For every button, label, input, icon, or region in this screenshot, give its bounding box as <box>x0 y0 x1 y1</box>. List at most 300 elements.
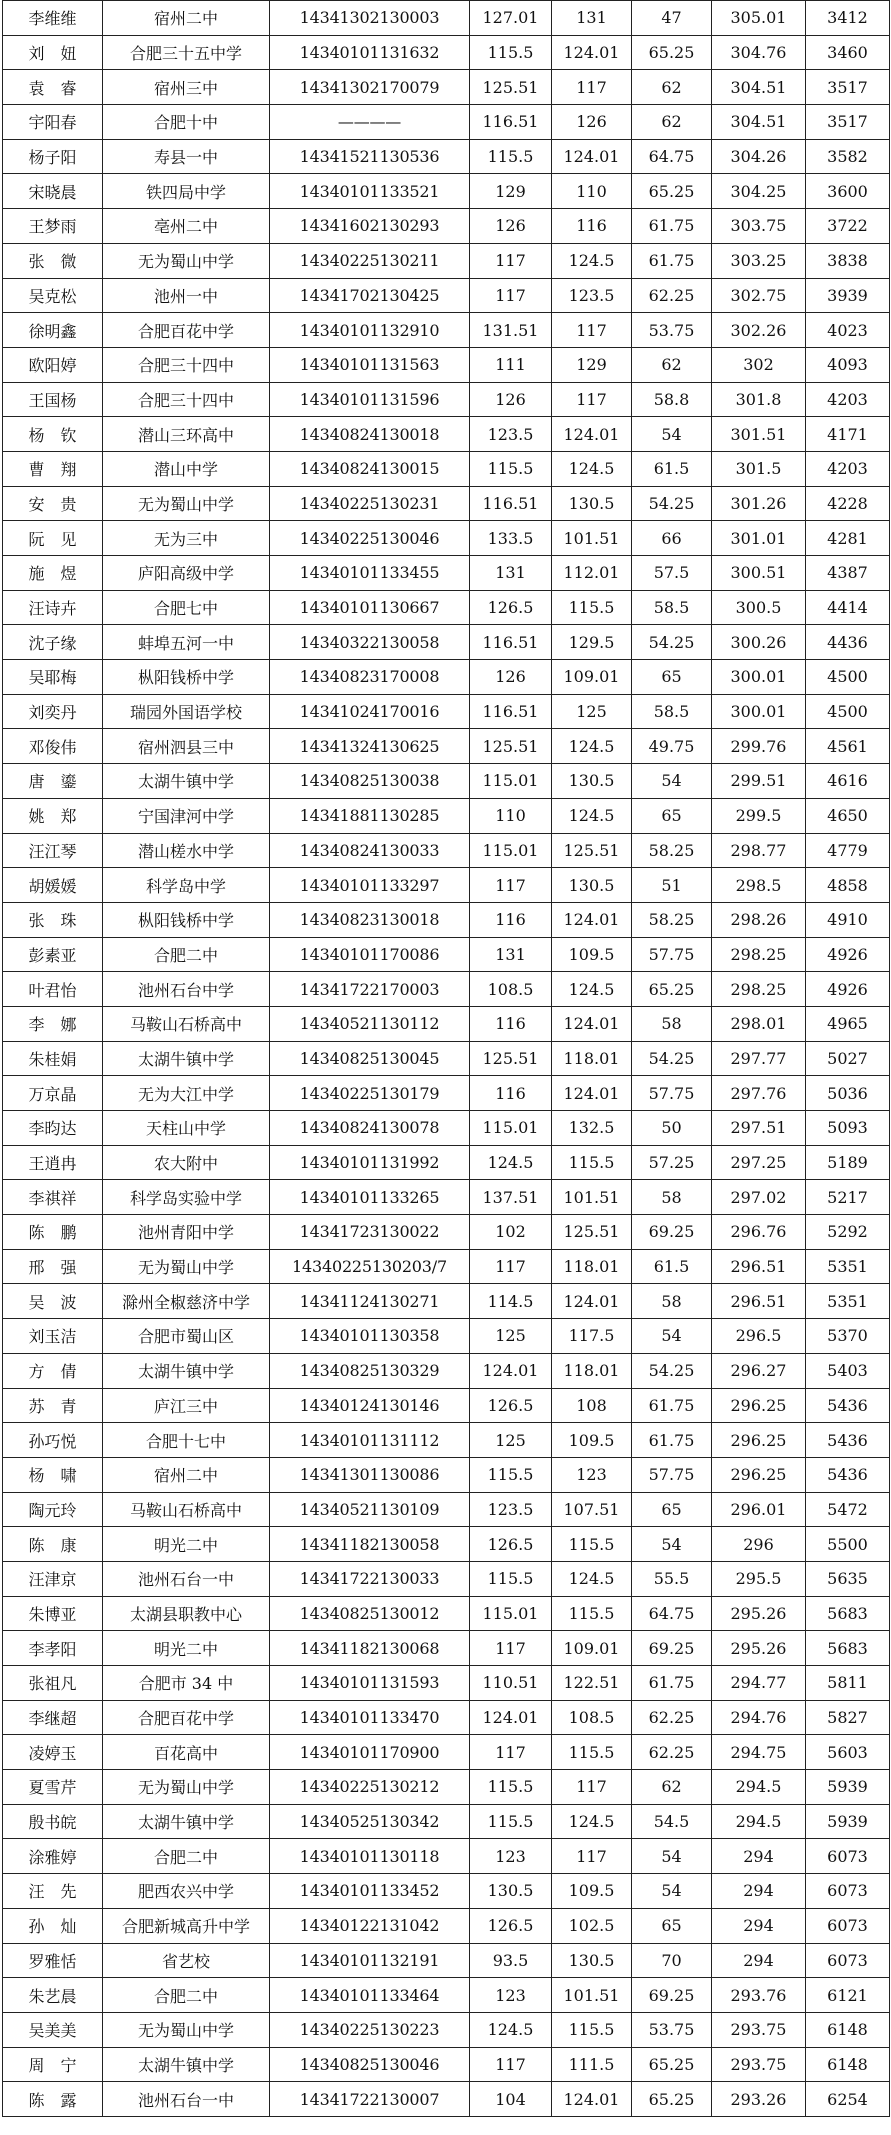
subject-3-score-cell: 58.5 <box>632 694 712 729</box>
table-row <box>3 1908 890 1943</box>
subject-3-score-cell: 69.25 <box>632 1631 712 1666</box>
subject-3-score-cell: 54 <box>632 1874 712 1909</box>
subject-3-score-cell: 55.5 <box>632 1561 712 1596</box>
total-score-cell: 294 <box>712 1943 806 1978</box>
subject-3-score-cell: 49.75 <box>632 729 712 764</box>
rank-cell: 3460 <box>806 35 890 70</box>
school-cell: 亳州二中 <box>103 209 270 244</box>
subject-3-score-cell: 47 <box>632 1 712 36</box>
student-name-cell: 邓俊伟 <box>3 729 103 764</box>
exam-id-cell: 14341302170079 <box>270 70 470 105</box>
subject-2-score-cell: 115.5 <box>552 1596 632 1631</box>
subject-1-score-cell: 117 <box>470 1631 552 1666</box>
subject-3-score-cell: 53.75 <box>632 2012 712 2047</box>
total-score-cell: 293.75 <box>712 2012 806 2047</box>
exam-id-cell: 14340101131632 <box>270 35 470 70</box>
total-score-cell: 293.75 <box>712 2047 806 2082</box>
subject-2-score-cell: 117 <box>552 382 632 417</box>
exam-id-cell: 14341521130536 <box>270 139 470 174</box>
total-score-cell: 302.75 <box>712 278 806 313</box>
total-score-cell: 299.76 <box>712 729 806 764</box>
subject-3-score-cell: 65.25 <box>632 972 712 1007</box>
total-score-cell: 300.01 <box>712 694 806 729</box>
subject-1-score-cell: 126.5 <box>470 1388 552 1423</box>
subject-2-score-cell: 115.5 <box>552 590 632 625</box>
table-row <box>3 1700 890 1735</box>
school-cell: 省艺校 <box>103 1943 270 1978</box>
school-cell: 池州石台一中 <box>103 1561 270 1596</box>
subject-3-score-cell: 61.75 <box>632 1423 712 1458</box>
total-score-cell: 295.26 <box>712 1631 806 1666</box>
student-name-cell: 王梦雨 <box>3 209 103 244</box>
exam-id-cell: 14340101170900 <box>270 1735 470 1770</box>
subject-1-score-cell: 116.51 <box>470 486 552 521</box>
total-score-cell: 298.01 <box>712 1006 806 1041</box>
rank-cell: 5027 <box>806 1041 890 1076</box>
subject-2-score-cell: 123 <box>552 1457 632 1492</box>
table-row <box>3 1006 890 1041</box>
student-name-cell: 吴耶梅 <box>3 660 103 695</box>
student-name-cell: 张 微 <box>3 243 103 278</box>
subject-3-score-cell: 57.75 <box>632 1457 712 1492</box>
subject-1-score-cell: 131.51 <box>470 313 552 348</box>
school-cell: 肥西农兴中学 <box>103 1874 270 1909</box>
subject-2-score-cell: 109.5 <box>552 1423 632 1458</box>
school-cell: 瑞园外国语学校 <box>103 694 270 729</box>
subject-3-score-cell: 54.25 <box>632 625 712 660</box>
table-row <box>3 1215 890 1250</box>
school-cell: 太湖牛镇中学 <box>103 2047 270 2082</box>
rank-cell: 5683 <box>806 1631 890 1666</box>
subject-2-score-cell: 129 <box>552 347 632 382</box>
subject-3-score-cell: 54 <box>632 764 712 799</box>
student-name-cell: 周 宁 <box>3 2047 103 2082</box>
rank-cell: 3582 <box>806 139 890 174</box>
rank-cell: 6073 <box>806 1839 890 1874</box>
subject-2-score-cell: 117.5 <box>552 1319 632 1354</box>
student-name-cell: 朱桂娟 <box>3 1041 103 1076</box>
table-row <box>3 1180 890 1215</box>
rank-cell: 4926 <box>806 937 890 972</box>
subject-2-score-cell: 124.5 <box>552 972 632 1007</box>
rank-cell: 3838 <box>806 243 890 278</box>
school-cell: 合肥市 34 中 <box>103 1666 270 1701</box>
school-cell: 合肥新城高升中学 <box>103 1908 270 1943</box>
subject-1-score-cell: 110.51 <box>470 1666 552 1701</box>
subject-1-score-cell: 125 <box>470 1319 552 1354</box>
subject-1-score-cell: 110 <box>470 798 552 833</box>
total-score-cell: 300.51 <box>712 556 806 591</box>
school-cell: 池州青阳中学 <box>103 1215 270 1250</box>
rank-cell: 4500 <box>806 660 890 695</box>
student-name-cell: 李继超 <box>3 1700 103 1735</box>
subject-3-score-cell: 58.25 <box>632 833 712 868</box>
subject-3-score-cell: 54 <box>632 1319 712 1354</box>
subject-2-score-cell: 101.51 <box>552 1180 632 1215</box>
school-cell: 百花高中 <box>103 1735 270 1770</box>
exam-id-cell: 14340521130109 <box>270 1492 470 1527</box>
student-name-cell: 刘奕丹 <box>3 694 103 729</box>
table-row <box>3 1319 890 1354</box>
total-score-cell: 294.5 <box>712 1770 806 1805</box>
student-name-cell: 吴克松 <box>3 278 103 313</box>
total-score-cell: 296.25 <box>712 1457 806 1492</box>
exam-id-cell: 14340122131042 <box>270 1908 470 1943</box>
subject-2-score-cell: 124.01 <box>552 1076 632 1111</box>
table-row <box>3 972 890 1007</box>
student-name-cell: 万京晶 <box>3 1076 103 1111</box>
subject-2-score-cell: 109.01 <box>552 660 632 695</box>
total-score-cell: 301.01 <box>712 521 806 556</box>
school-cell: 合肥三十四中 <box>103 347 270 382</box>
subject-3-score-cell: 61.75 <box>632 209 712 244</box>
rank-cell: 5036 <box>806 1076 890 1111</box>
subject-1-score-cell: 131 <box>470 556 552 591</box>
school-cell: 太湖牛镇中学 <box>103 1041 270 1076</box>
exam-id-cell: 14340825130038 <box>270 764 470 799</box>
subject-1-score-cell: 125.51 <box>470 70 552 105</box>
subject-2-score-cell: 115.5 <box>552 1145 632 1180</box>
school-cell: 宁国津河中学 <box>103 798 270 833</box>
subject-2-score-cell: 124.01 <box>552 902 632 937</box>
school-cell: 庐江三中 <box>103 1388 270 1423</box>
total-score-cell: 298.77 <box>712 833 806 868</box>
subject-3-score-cell: 58 <box>632 1006 712 1041</box>
subject-3-score-cell: 50 <box>632 1111 712 1146</box>
table-row <box>3 764 890 799</box>
rank-cell: 3517 <box>806 70 890 105</box>
subject-1-score-cell: 117 <box>470 868 552 903</box>
exam-id-cell: 14340825130012 <box>270 1596 470 1631</box>
table-row <box>3 1423 890 1458</box>
table-row <box>3 1457 890 1492</box>
school-cell: 庐阳高级中学 <box>103 556 270 591</box>
exam-id-cell: 14340225130231 <box>270 486 470 521</box>
school-cell: 合肥市蜀山区 <box>103 1319 270 1354</box>
subject-3-score-cell: 58 <box>632 1180 712 1215</box>
school-cell: 无为蜀山中学 <box>103 243 270 278</box>
school-cell: 太湖牛镇中学 <box>103 764 270 799</box>
exam-id-cell: 14341881130285 <box>270 798 470 833</box>
rank-cell: 5683 <box>806 1596 890 1631</box>
subject-1-score-cell: 108.5 <box>470 972 552 1007</box>
table-row <box>3 417 890 452</box>
rank-cell: 3600 <box>806 174 890 209</box>
subject-1-score-cell: 123 <box>470 1839 552 1874</box>
subject-2-score-cell: 117 <box>552 70 632 105</box>
subject-2-score-cell: 125 <box>552 694 632 729</box>
subject-1-score-cell: 116 <box>470 1076 552 1111</box>
student-name-cell: 方 倩 <box>3 1353 103 1388</box>
rank-cell: 6148 <box>806 2012 890 2047</box>
total-score-cell: 294.75 <box>712 1735 806 1770</box>
rank-cell: 5217 <box>806 1180 890 1215</box>
subject-3-score-cell: 61.5 <box>632 451 712 486</box>
subject-1-score-cell: 114.5 <box>470 1284 552 1319</box>
total-score-cell: 302.26 <box>712 313 806 348</box>
total-score-cell: 296.25 <box>712 1423 806 1458</box>
total-score-cell: 296.51 <box>712 1284 806 1319</box>
exam-id-cell: 14340824130015 <box>270 451 470 486</box>
school-cell: 科学岛实验中学 <box>103 1180 270 1215</box>
student-name-cell: 苏 青 <box>3 1388 103 1423</box>
rank-cell: 4965 <box>806 1006 890 1041</box>
rank-cell: 4436 <box>806 625 890 660</box>
total-score-cell: 300.5 <box>712 590 806 625</box>
subject-2-score-cell: 111.5 <box>552 2047 632 2082</box>
exam-id-cell: ———— <box>270 105 470 140</box>
total-score-cell: 293.76 <box>712 1978 806 2013</box>
exam-id-cell: 14340101132191 <box>270 1943 470 1978</box>
subject-3-score-cell: 61.75 <box>632 1388 712 1423</box>
total-score-cell: 294.5 <box>712 1804 806 1839</box>
rank-cell: 4228 <box>806 486 890 521</box>
rank-cell: 3939 <box>806 278 890 313</box>
total-score-cell: 304.25 <box>712 174 806 209</box>
subject-3-score-cell: 61.5 <box>632 1249 712 1284</box>
total-score-cell: 297.77 <box>712 1041 806 1076</box>
table-row <box>3 590 890 625</box>
total-score-cell: 301.8 <box>712 382 806 417</box>
subject-2-score-cell: 101.51 <box>552 521 632 556</box>
school-cell: 无为三中 <box>103 521 270 556</box>
school-cell: 合肥二中 <box>103 1978 270 2013</box>
school-cell: 潜山三环高中 <box>103 417 270 452</box>
rank-cell: 5472 <box>806 1492 890 1527</box>
subject-2-score-cell: 130.5 <box>552 486 632 521</box>
subject-3-score-cell: 66 <box>632 521 712 556</box>
student-name-cell: 陈 露 <box>3 2082 103 2117</box>
subject-1-score-cell: 124.01 <box>470 1353 552 1388</box>
exam-id-cell: 14341602130293 <box>270 209 470 244</box>
table-row <box>3 1770 890 1805</box>
exam-id-cell: 14340823130018 <box>270 902 470 937</box>
rank-cell: 5827 <box>806 1700 890 1735</box>
exam-id-cell: 14340101133265 <box>270 1180 470 1215</box>
subject-3-score-cell: 69.25 <box>632 1978 712 2013</box>
rank-cell: 4387 <box>806 556 890 591</box>
total-score-cell: 294.76 <box>712 1700 806 1735</box>
subject-3-score-cell: 54.25 <box>632 1041 712 1076</box>
school-cell: 蚌埠五河一中 <box>103 625 270 660</box>
table-row <box>3 1041 890 1076</box>
rank-cell: 5811 <box>806 1666 890 1701</box>
total-score-cell: 299.51 <box>712 764 806 799</box>
subject-2-score-cell: 109.5 <box>552 1874 632 1909</box>
subject-3-score-cell: 62 <box>632 1770 712 1805</box>
exam-id-cell: 14340101131596 <box>270 382 470 417</box>
subject-2-score-cell: 125.51 <box>552 833 632 868</box>
subject-3-score-cell: 57.5 <box>632 556 712 591</box>
table-row <box>3 1596 890 1631</box>
table-row <box>3 1839 890 1874</box>
rank-cell: 4650 <box>806 798 890 833</box>
total-score-cell: 295.5 <box>712 1561 806 1596</box>
subject-3-score-cell: 61.75 <box>632 1666 712 1701</box>
subject-1-score-cell: 125 <box>470 1423 552 1458</box>
total-score-cell: 301.51 <box>712 417 806 452</box>
subject-1-score-cell: 131 <box>470 937 552 972</box>
subject-2-score-cell: 124.01 <box>552 35 632 70</box>
total-score-cell: 296.25 <box>712 1388 806 1423</box>
table-row <box>3 868 890 903</box>
subject-2-score-cell: 131 <box>552 1 632 36</box>
rank-cell: 4910 <box>806 902 890 937</box>
rank-cell: 5403 <box>806 1353 890 1388</box>
subject-3-score-cell: 65.25 <box>632 2047 712 2082</box>
exam-id-cell: 14340824130018 <box>270 417 470 452</box>
subject-2-score-cell: 130.5 <box>552 868 632 903</box>
student-name-cell: 施 煜 <box>3 556 103 591</box>
subject-1-score-cell: 123.5 <box>470 1492 552 1527</box>
subject-2-score-cell: 124.5 <box>552 798 632 833</box>
subject-2-score-cell: 124.5 <box>552 1804 632 1839</box>
rank-cell: 3412 <box>806 1 890 36</box>
exam-id-cell: 14340824130078 <box>270 1111 470 1146</box>
exam-id-cell: 14340225130179 <box>270 1076 470 1111</box>
subject-1-score-cell: 126.5 <box>470 590 552 625</box>
school-cell: 无为蜀山中学 <box>103 2012 270 2047</box>
exam-id-cell: 14341723130022 <box>270 1215 470 1250</box>
school-cell: 宿州二中 <box>103 1457 270 1492</box>
subject-1-score-cell: 117 <box>470 2047 552 2082</box>
student-name-cell: 罗雅恬 <box>3 1943 103 1978</box>
exam-id-cell: 14340101133297 <box>270 868 470 903</box>
student-name-cell: 姚 郑 <box>3 798 103 833</box>
rank-cell: 4414 <box>806 590 890 625</box>
subject-3-score-cell: 70 <box>632 1943 712 1978</box>
table-row <box>3 1804 890 1839</box>
total-score-cell: 293.26 <box>712 2082 806 2117</box>
total-score-cell: 302 <box>712 347 806 382</box>
school-cell: 枞阳钱桥中学 <box>103 660 270 695</box>
subject-3-score-cell: 62 <box>632 70 712 105</box>
subject-1-score-cell: 124.5 <box>470 2012 552 2047</box>
rank-cell: 4203 <box>806 451 890 486</box>
exam-id-cell: 14340225130211 <box>270 243 470 278</box>
student-name-cell: 胡媛媛 <box>3 868 103 903</box>
exam-id-cell: 14340101131593 <box>270 1666 470 1701</box>
exam-id-cell: 14340101130358 <box>270 1319 470 1354</box>
table-row <box>3 625 890 660</box>
student-name-cell: 夏雪芹 <box>3 1770 103 1805</box>
total-score-cell: 294 <box>712 1908 806 1943</box>
total-score-cell: 296.27 <box>712 1353 806 1388</box>
total-score-cell: 294 <box>712 1874 806 1909</box>
total-score-cell: 294 <box>712 1839 806 1874</box>
table-row <box>3 1388 890 1423</box>
student-name-cell: 朱博亚 <box>3 1596 103 1631</box>
total-score-cell: 301.26 <box>712 486 806 521</box>
student-name-cell: 欧阳婷 <box>3 347 103 382</box>
rank-cell: 4926 <box>806 972 890 1007</box>
subject-1-score-cell: 127.01 <box>470 1 552 36</box>
exam-id-cell: 14340101132910 <box>270 313 470 348</box>
subject-1-score-cell: 115.01 <box>470 1596 552 1631</box>
subject-1-score-cell: 102 <box>470 1215 552 1250</box>
subject-2-score-cell: 102.5 <box>552 1908 632 1943</box>
student-name-cell: 袁 睿 <box>3 70 103 105</box>
rank-cell: 5292 <box>806 1215 890 1250</box>
subject-1-score-cell: 117 <box>470 243 552 278</box>
exam-id-cell: 14341722130007 <box>270 2082 470 2117</box>
exam-id-cell: 14340825130329 <box>270 1353 470 1388</box>
table-row <box>3 2082 890 2117</box>
table-row <box>3 729 890 764</box>
subject-3-score-cell: 57.25 <box>632 1145 712 1180</box>
subject-1-score-cell: 129 <box>470 174 552 209</box>
exam-id-cell: 14340101133455 <box>270 556 470 591</box>
student-name-cell: 朱艺晨 <box>3 1978 103 2013</box>
subject-1-score-cell: 115.5 <box>470 1561 552 1596</box>
table-row <box>3 2012 890 2047</box>
rank-cell: 5436 <box>806 1457 890 1492</box>
exam-id-cell: 14340823170008 <box>270 660 470 695</box>
total-score-cell: 298.25 <box>712 972 806 1007</box>
table-row <box>3 105 890 140</box>
subject-1-score-cell: 117 <box>470 1735 552 1770</box>
table-row <box>3 1353 890 1388</box>
student-name-cell: 陶元玲 <box>3 1492 103 1527</box>
table-row <box>3 1111 890 1146</box>
subject-1-score-cell: 115.01 <box>470 1111 552 1146</box>
subject-2-score-cell: 117 <box>552 1770 632 1805</box>
rank-cell: 5093 <box>806 1111 890 1146</box>
exam-id-cell: 14341302130003 <box>270 1 470 36</box>
school-cell: 合肥十七中 <box>103 1423 270 1458</box>
subject-3-score-cell: 58 <box>632 1284 712 1319</box>
subject-1-score-cell: 115.01 <box>470 764 552 799</box>
table-row <box>3 1527 890 1562</box>
total-score-cell: 296.51 <box>712 1249 806 1284</box>
subject-3-score-cell: 54.25 <box>632 1353 712 1388</box>
rank-cell: 5939 <box>806 1804 890 1839</box>
school-cell: 滁州全椒慈济中学 <box>103 1284 270 1319</box>
subject-2-score-cell: 115.5 <box>552 1527 632 1562</box>
subject-1-score-cell: 115.5 <box>470 1770 552 1805</box>
school-cell: 池州石台中学 <box>103 972 270 1007</box>
subject-2-score-cell: 115.5 <box>552 2012 632 2047</box>
school-cell: 无为大江中学 <box>103 1076 270 1111</box>
table-row <box>3 1631 890 1666</box>
subject-3-score-cell: 61.75 <box>632 243 712 278</box>
subject-3-score-cell: 62.25 <box>632 1700 712 1735</box>
table-row <box>3 2047 890 2082</box>
school-cell: 寿县一中 <box>103 139 270 174</box>
subject-1-score-cell: 117 <box>470 1249 552 1284</box>
student-name-cell: 吴美美 <box>3 2012 103 2047</box>
table-row <box>3 833 890 868</box>
rank-cell: 4858 <box>806 868 890 903</box>
school-cell: 科学岛中学 <box>103 868 270 903</box>
school-cell: 太湖牛镇中学 <box>103 1804 270 1839</box>
rank-cell: 3722 <box>806 209 890 244</box>
student-name-cell: 汪津京 <box>3 1561 103 1596</box>
subject-3-score-cell: 65 <box>632 1492 712 1527</box>
school-cell: 合肥七中 <box>103 590 270 625</box>
student-name-cell: 王逍冉 <box>3 1145 103 1180</box>
table-row <box>3 451 890 486</box>
exam-id-cell: 14340101133470 <box>270 1700 470 1735</box>
student-name-cell: 邢 强 <box>3 1249 103 1284</box>
subject-1-score-cell: 117 <box>470 278 552 313</box>
subject-3-score-cell: 54 <box>632 417 712 452</box>
student-name-cell: 唐 鎏 <box>3 764 103 799</box>
subject-1-score-cell: 111 <box>470 347 552 382</box>
student-name-cell: 孙巧悦 <box>3 1423 103 1458</box>
rank-cell: 5370 <box>806 1319 890 1354</box>
student-name-cell: 宇阳春 <box>3 105 103 140</box>
